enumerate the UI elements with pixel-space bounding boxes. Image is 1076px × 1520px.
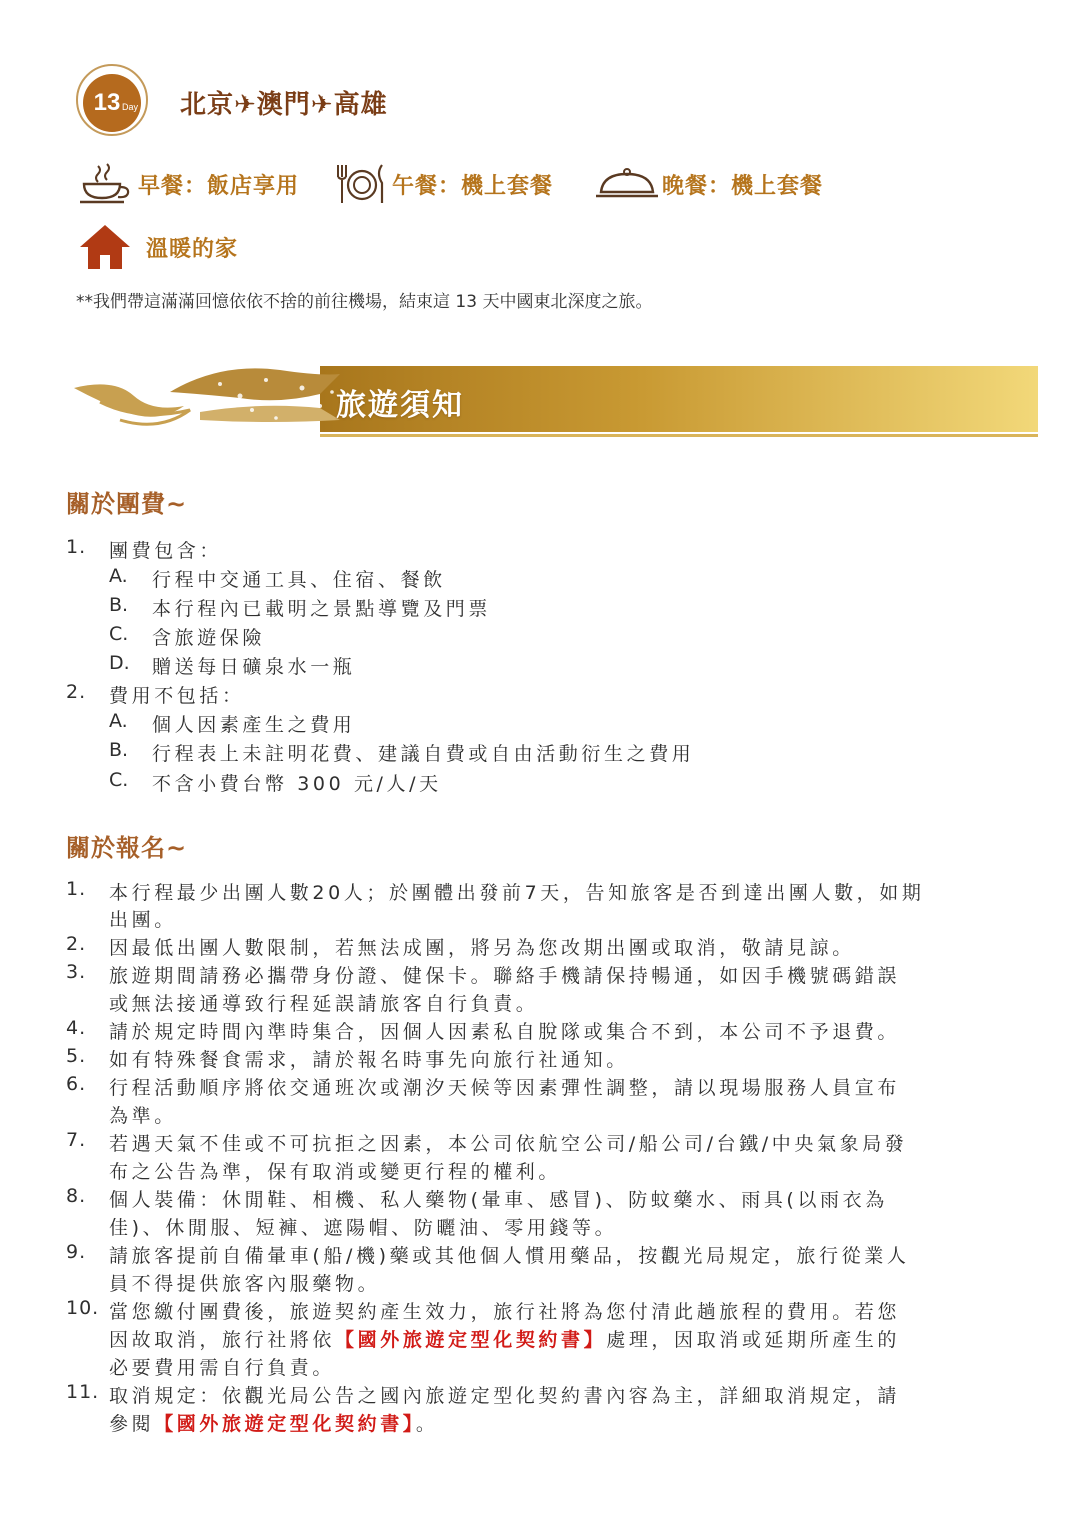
- contract-link-text: 【國外旅遊定型化契約書】: [154, 1413, 416, 1435]
- fees-item-number: 2.: [66, 681, 87, 703]
- reg-item-line: 員不得提供旅客內服藥物。: [109, 1273, 381, 1295]
- reg-item-number: 6.: [66, 1073, 87, 1095]
- reg-item-line-pre: 參閱: [109, 1413, 155, 1435]
- day-number: 13: [93, 89, 121, 116]
- fees-sub-text: 個人因素產生之費用: [152, 714, 356, 736]
- reg-item-line: 本行程最少出團人數20人；於團體出發前7天，告知旅客是否到達出團人數，如期: [109, 882, 925, 904]
- fees-item-text: 團費包含：: [109, 540, 223, 562]
- fees-section-title: 關於團費~: [66, 490, 188, 518]
- breakfast-text: 早餐：飯店享用: [138, 173, 300, 199]
- contract-link-text: 【國外旅遊定型化契約書】: [335, 1329, 607, 1351]
- reg-item-line: 或無法接通導致行程延誤請旅客自行負責。: [109, 993, 539, 1015]
- fees-sub-letter: B.: [109, 594, 129, 616]
- fees-sub-letter: B.: [109, 739, 129, 761]
- reg-item-line-pre: 因故取消，旅行社將依: [109, 1329, 336, 1351]
- reg-item-line-mixed: [109, 1409, 439, 1436]
- plate-cutlery-icon: [334, 161, 388, 207]
- fees-sub-text: 行程中交通工具、住宿、餐飲: [152, 569, 446, 591]
- reg-item-number: 5.: [66, 1045, 87, 1067]
- reg-item-number: 10.: [66, 1297, 100, 1319]
- reg-item-number: 4.: [66, 1017, 87, 1039]
- fees-sub-text: 含旅遊保險: [152, 627, 266, 649]
- reg-item-number: 3.: [66, 961, 87, 983]
- reg-item-line: 如有特殊餐食需求，請於報名時事先向旅行社通知。: [109, 1049, 629, 1071]
- registration-section-title: 關於報名~: [66, 834, 188, 862]
- day-route-title: 北京✈澳門✈高雄: [180, 90, 388, 120]
- reg-item-number: 7.: [66, 1129, 87, 1151]
- reg-item-line: 請於規定時間內準時集合，因個人因素私自脫隊或集合不到，本公司不予退費。: [109, 1021, 901, 1043]
- reg-item-line: 取消規定：依觀光局公告之國內旅遊定型化契約書內容為主，詳細取消規定，請: [109, 1385, 901, 1407]
- breakfast-item: [78, 160, 299, 208]
- coffee-cup-icon: [78, 162, 132, 206]
- reg-item-line-post: 。: [415, 1413, 439, 1435]
- house-icon: [78, 223, 132, 271]
- reg-item-line: 必要費用需自行負責。: [109, 1357, 336, 1379]
- fees-sub-letter: A.: [109, 710, 128, 732]
- reg-item-number: 2.: [66, 933, 87, 955]
- banner-decoration: [70, 362, 1038, 442]
- fees-sub-text: 行程表上未註明花費、建議自費或自由活動衍生之費用: [152, 743, 695, 765]
- reg-item-line: 因最低出團人數限制，若無法成團，將另為您改期出團或取消，敬請見諒。: [109, 937, 855, 959]
- hotel-row: [78, 222, 238, 272]
- fees-sub-letter: C.: [109, 769, 129, 791]
- travel-notice-banner: [70, 362, 1038, 442]
- fees-sub-letter: D.: [109, 652, 130, 674]
- fees-item-text: 費用不包括：: [109, 685, 245, 707]
- fees-sub-text: 贈送每日礦泉水一瓶: [152, 656, 356, 678]
- banner-title: 旅遊須知: [336, 388, 464, 423]
- hotel-text: 溫暖的家: [146, 236, 239, 262]
- lunch-item: [334, 160, 553, 208]
- day-unit: Day: [121, 102, 139, 112]
- cloche-icon: [594, 164, 660, 204]
- dinner-text: 晚餐：機上套餐: [662, 173, 824, 199]
- fees-sub-letter: C.: [109, 623, 129, 645]
- reg-item-line: 旅遊期間請務必攜帶身份證、健保卡。聯絡手機請保持暢通，如因手機號碼錯誤: [109, 965, 901, 987]
- reg-item-number: 1.: [66, 878, 87, 900]
- intro-text: **我們帶這滿滿回憶依依不捨的前往機場，結束這 13 天中國東北深度之旅。: [76, 292, 653, 312]
- reg-item-number: 11.: [66, 1381, 100, 1403]
- reg-item-line: 為準。: [109, 1105, 177, 1127]
- reg-item-line: 請旅客提前自備暈車(船/機)藥或其他個人慣用藥品，按觀光局規定，旅行從業人: [109, 1245, 910, 1267]
- lunch-text: 午餐：機上套餐: [392, 173, 554, 199]
- fees-sub-text: 本行程內已載明之景點導覽及門票: [152, 598, 492, 620]
- dinner-item: [594, 160, 823, 208]
- reg-item-line: 出團。: [109, 909, 177, 931]
- reg-item-line: 行程活動順序將依交通班次或潮汐天候等因素彈性調整，請以現場服務人員宣布: [109, 1077, 901, 1099]
- fees-sub-text: 不含小費台幣 300 元/人/天: [152, 773, 442, 795]
- reg-item-number: 9.: [66, 1241, 87, 1263]
- fees-item-number: 1.: [66, 536, 87, 558]
- reg-item-line: 若遇天氣不佳或不可抗拒之因素，本公司依航空公司/船公司/台鐵/中央氣象局發: [109, 1133, 908, 1155]
- reg-item-number: 8.: [66, 1185, 87, 1207]
- meals-row: [78, 160, 1058, 208]
- reg-item-line-mixed: [109, 1325, 900, 1352]
- reg-item-line-post: 處理，因取消或延期所產生的: [606, 1329, 901, 1351]
- reg-item-line: 佳)、休閒服、短褲、遮陽帽、防曬油、零用錢等。: [109, 1217, 618, 1239]
- day-badge-icon: [74, 62, 150, 138]
- reg-item-line: 布之公告為準，保有取消或變更行程的權利。: [109, 1161, 562, 1183]
- reg-item-line: 當您繳付團費後，旅遊契約產生效力，旅行社將為您付清此趟旅程的費用。若您: [109, 1301, 901, 1323]
- reg-item-line: 個人裝備：休閒鞋、相機、私人藥物(暈車、感冒)、防蚊藥水、雨具(以雨衣為: [109, 1189, 888, 1211]
- fees-sub-letter: A.: [109, 565, 128, 587]
